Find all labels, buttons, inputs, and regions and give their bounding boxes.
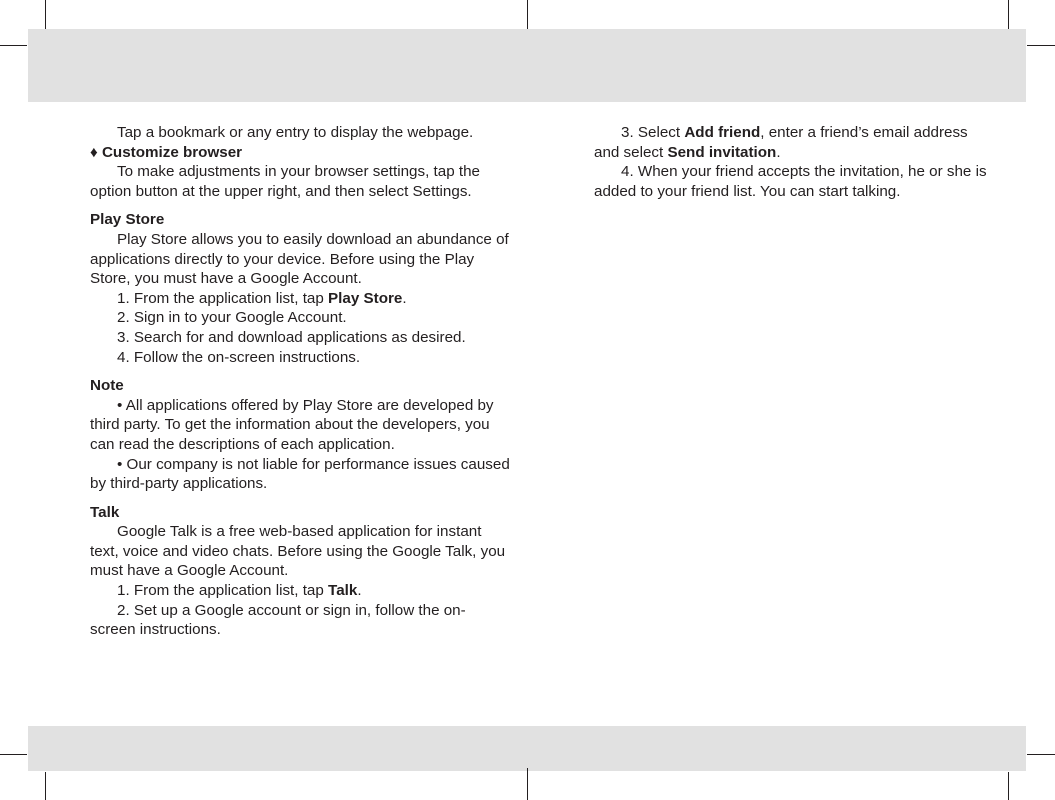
play-store-step-4: 4. Follow the on-screen instructions.	[117, 348, 361, 366]
footer-band	[28, 726, 1026, 771]
crop-mark	[45, 0, 46, 29]
crop-mark	[527, 0, 528, 29]
crop-mark	[0, 45, 27, 46]
play-store-text: Play Store allows you to easily download an abundance of applications directly to your device. Before using the Play Store, you must have a Google Account.	[90, 230, 509, 288]
talk-step-3: 3. Select Add friend, enter a friend’s email address and select Send invitation.	[594, 124, 968, 161]
play-store-step-1: 1. From the application list, tap Play Store.	[117, 289, 407, 307]
header-band	[28, 29, 1026, 102]
talk-text: Google Talk is a free web-based application for instant text, voice and video chats. Before using the Google Talk, you must have a Google Account.	[90, 523, 506, 580]
intro-text: Tap a bookmark or any entry to display the webpage.	[117, 124, 474, 141]
note-item-1: • All applications offered by Play Store are developed by third party. To get the information about the developers, you can read the descriptions of each application.	[90, 396, 494, 453]
right-column	[594, 123, 994, 201]
note-heading: Note	[90, 377, 124, 395]
play-store-step-3: 3. Search for and download applications as desired.	[117, 328, 466, 346]
crop-mark	[0, 754, 27, 755]
play-store-heading: Play Store	[90, 211, 165, 229]
play-store-step-2: 2. Sign in to your Google Account.	[117, 309, 347, 327]
customize-browser-heading: ♦ Customize browser	[90, 143, 243, 161]
talk-step-4: 4. When your friend accepts the invitation, he or she is added to your friend list. You can start talking.	[594, 163, 987, 200]
crop-mark	[1027, 754, 1055, 755]
left-column	[90, 123, 510, 640]
crop-mark	[1027, 45, 1055, 46]
crop-mark	[1008, 0, 1009, 29]
customize-browser-text: To make adjustments in your browser settings, tap the option button at the upper right, and then select Settings.	[90, 163, 480, 200]
crop-mark	[527, 768, 528, 800]
talk-step-1: 1. From the application list, tap Talk.	[117, 582, 362, 600]
crop-mark	[45, 772, 46, 800]
note-item-2: • Our company is not liable for performance issues caused by third-party applications.	[90, 455, 510, 493]
talk-step-2: 2. Set up a Google account or sign in, follow the on-screen instructions.	[90, 601, 466, 639]
talk-heading: Talk	[90, 503, 120, 521]
crop-mark	[1008, 772, 1009, 800]
